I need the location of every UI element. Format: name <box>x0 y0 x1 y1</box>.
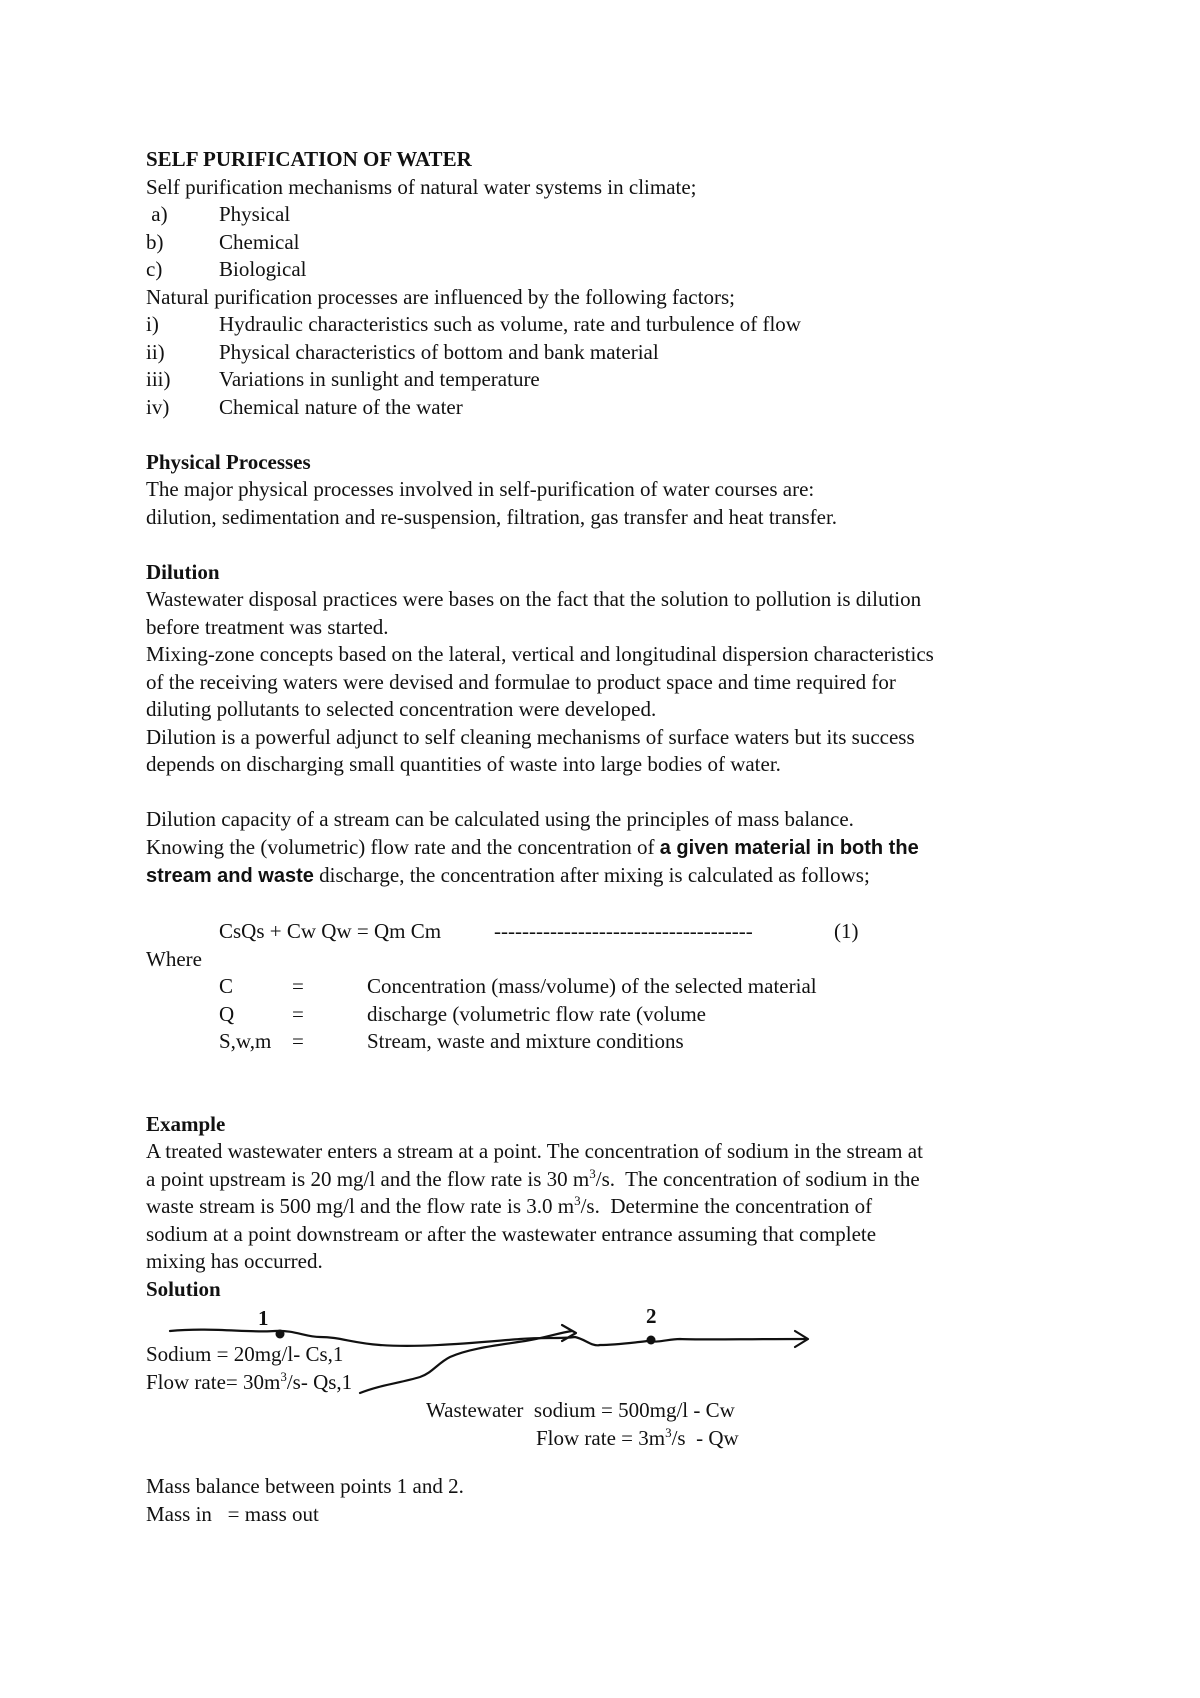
physical-heading: Physical Processes <box>146 449 311 474</box>
mechanism-list <box>146 201 1076 284</box>
waste-flow-label: Flow rate = $3m^3/s$ - Qw <box>536 1425 739 1450</box>
equation-dashes: ------------------------------------- <box>494 919 753 943</box>
paragraph-line: mixing has occurred. <box>146 1249 323 1273</box>
list-item: iii) Variations in sunlight and temperature <box>146 367 540 391</box>
paragraph-line: Dilution is a powerful adjunct to self cleaning mechanisms of surface waters but its success <box>146 724 915 749</box>
paragraph-line: before treatment was started. <box>146 614 389 639</box>
definition-row: S,w,m = Stream, waste and mixture conditions <box>219 1029 684 1053</box>
paragraph-line: The major physical processes involved in self-purification of water courses are: <box>146 477 815 501</box>
factors-intro: Natural purification processes are influenced by the following factors; <box>146 284 735 309</box>
paragraph-line: a point upstream is 20 mg/l and the flow rate is 30 $m^3/s$. The concentration of sodium in the <box>146 1165 920 1191</box>
point-1-marker <box>276 1330 285 1339</box>
list-item: c) Biological <box>146 257 307 281</box>
definitions <box>146 973 1076 1056</box>
equation-number: (1) <box>834 919 859 943</box>
point-2-label: 2 <box>646 1304 657 1328</box>
paragraph-line: sodium at a point downstream or after the wastewater entrance assuming that complete <box>146 1221 877 1246</box>
factor-list <box>146 311 1076 421</box>
paragraph-line: dilution, sedimentation and re-suspension, filtration, gas transfer and heat transfer. <box>146 504 838 529</box>
point-1-label: 1 <box>258 1306 269 1330</box>
paragraph-line: Dilution capacity of a stream can be calculated using the principles of mass balance. <box>146 807 854 831</box>
example-heading: Example <box>146 1111 226 1136</box>
equation-1 <box>146 918 1076 946</box>
paragraph-line: Wastewater disposal practices were bases on the fact that the solution to pollution is dilution <box>146 587 922 611</box>
paragraph-line: depends on discharging small quantities of waste into large bodies of water. <box>146 752 781 776</box>
stream-sodium-label: Sodium = 20mg/l- Cs,1 <box>146 1342 344 1366</box>
list-item: iv) Chemical nature of the water <box>146 394 463 419</box>
intro-text: Self purification mechanisms of natural water systems in climate; <box>146 174 697 199</box>
solution-heading: Solution <box>146 1276 221 1301</box>
flow-diagram <box>146 1303 1076 1473</box>
dilution-heading: Dilution <box>146 559 220 584</box>
document-page <box>146 146 1076 1528</box>
equation-text: CsQs + Cw Qw = Qm Cm <box>219 919 442 943</box>
emphasis-text: stream and waste <box>146 865 314 887</box>
waste-sodium-label: Wastewater sodium = 500mg/l - Cw <box>426 1398 735 1422</box>
waste-line <box>360 1331 572 1393</box>
page-title: SELF PURIFICATION OF WATER <box>146 147 472 171</box>
list-item: a) Physical <box>146 202 291 226</box>
point-2-marker <box>647 1336 656 1345</box>
paragraph-line: A treated wastewater enters a stream at a point. The concentration of sodium in the stream at <box>146 1139 923 1163</box>
paragraph-line: diluting pollutants to selected concentration were developed. <box>146 697 657 721</box>
paragraph-line: Knowing the (volumetric) flow rate and the concentration of a given material in both the <box>146 834 919 859</box>
paragraph-line: stream and waste discharge, the concentration after mixing is calculated as follows; <box>146 863 870 887</box>
paragraph-line: Mixing-zone concepts based on the lateral, vertical and longitudinal dispersion characteristics <box>146 642 934 666</box>
paragraph-line: Mass balance between points 1 and 2. <box>146 1474 464 1498</box>
list-item: b) Chemical <box>146 229 300 254</box>
where-label: Where <box>146 946 202 971</box>
stream-flow-label: Flow rate= $30m^3/s-$ Qs,1 <box>146 1369 353 1394</box>
list-item: ii) Physical characteristics of bottom and bank material <box>146 339 659 364</box>
emphasis-text: a given material in both the <box>659 836 919 859</box>
definition-row: Q = discharge (volumetric flow rate (volume <box>219 1001 706 1026</box>
paragraph-line: Mass in = mass out <box>146 1501 319 1526</box>
paragraph-line: waste stream is 500 mg/l and the flow rate is 3.0 $m^3/s$. Determine the concentration of <box>146 1193 873 1218</box>
definition-row: C = Concentration (mass/volume) of the selected material <box>219 974 817 998</box>
paragraph-line: of the receiving waters were devised and formulae to product space and time required for <box>146 669 896 694</box>
list-item: i) Hydraulic characteristics such as volume, rate and turbulence of flow <box>146 312 801 336</box>
